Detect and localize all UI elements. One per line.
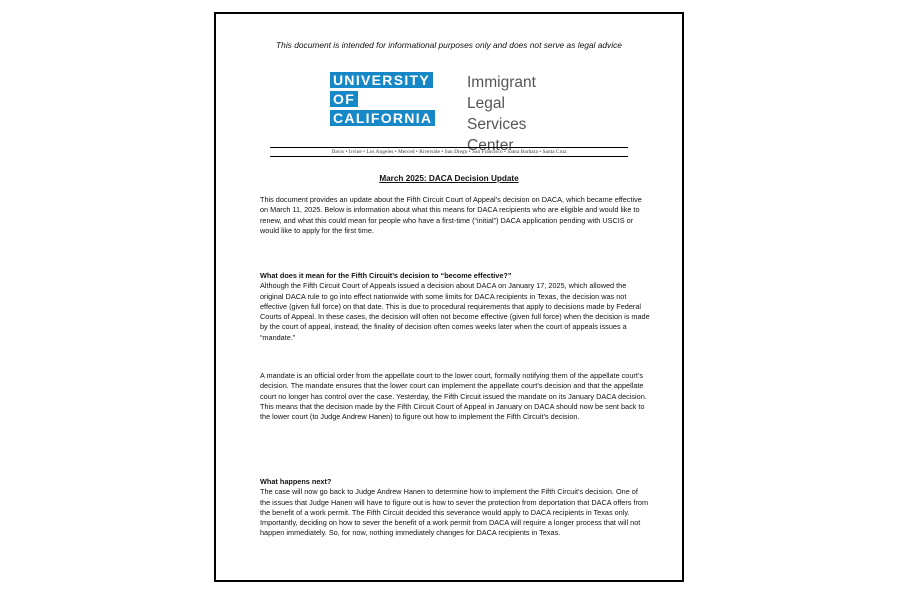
logo-of: OF <box>330 91 358 107</box>
document-title: March 2025: DACA Decision Update <box>379 174 519 183</box>
logo-university: UNIVERSITY <box>330 72 433 88</box>
mandate-paragraph: A mandate is an official order from the appellate court to the lower court, formally notifying them of the appellate court’s decision. The mandate ensures that the lower court can implement the appellate court’s decision and that the appellate court no longer has control over the case. Yesterday, the Fifth Circuit issued the mandate on its January DACA decision. This means that the decision made by the Fifth Circuit Court of Appeal in January on DACA should now be sent back to the lower court (to Judge Andrew Hanen) to figure out how to implement the Fifth Circuit’s decision. <box>260 371 647 422</box>
document-page <box>214 12 684 582</box>
section-heading-next: What happens next? <box>260 477 332 486</box>
importantly-paragraph: Importantly, deciding on how to sever the benefit of a work permit from DACA will require a longer process that will not happen immediately. So, for now, nothing immediately changes for DACA recipients in Texas. <box>260 518 641 538</box>
intro-paragraph: This document provides an update about the Fifth Circuit Court of Appeal’s decision on DACA, which became effective on March 11, 2025. Below is information about what this means for DACA recipients who are eligible and would like to renew, and what this could mean for people who have a first-time (“initial”) DACA application pending with USCIS or would like to apply for the first time. <box>260 195 642 235</box>
effective-paragraph: Although the Fifth Circuit Court of Appeals issued a decision about DACA on January 17, 2025, which allowed the original DACA rule to go into effect nationwide with some limits for DACA recipients in Texas, the decision was not effective (given full force) on that date. This is due to procedural requirements that apply to decisions made by Federal Courts of Appeal. In these cases, the decision will often not become effective (given full force) when the decision is made by the court of appeal, instead, the finality of decision often comes weeks later when the court of appeals issues a “mandate.” <box>260 281 650 342</box>
disclaimer: This document is intended for informational purposes only and does not serve as legal advice <box>276 40 622 50</box>
campus-list: Davis • Irvine • Los Angeles • Merced • Riverside • San Diego • San Francisco • Santa Barbara • Santa Cruz <box>270 147 628 157</box>
logo-center-name: Immigrant Legal Services Center <box>467 74 536 154</box>
logo-california: CALIFORNIA <box>330 110 435 126</box>
next-paragraph: The case will now go back to Judge Andrew Hanen to determine how to implement the Fifth Circuit’s decision. One of the issues that Judge Hanen will have to figure out is how to sever the protection from deportation that DACA offers from the benefit of a work permit. The Fifth Circuit decided this severance would apply to DACA recipients in Texas only. <box>260 487 649 517</box>
section-heading-effective: What does it mean for the Fifth Circuit’s decision to “become effective?” <box>260 271 512 280</box>
